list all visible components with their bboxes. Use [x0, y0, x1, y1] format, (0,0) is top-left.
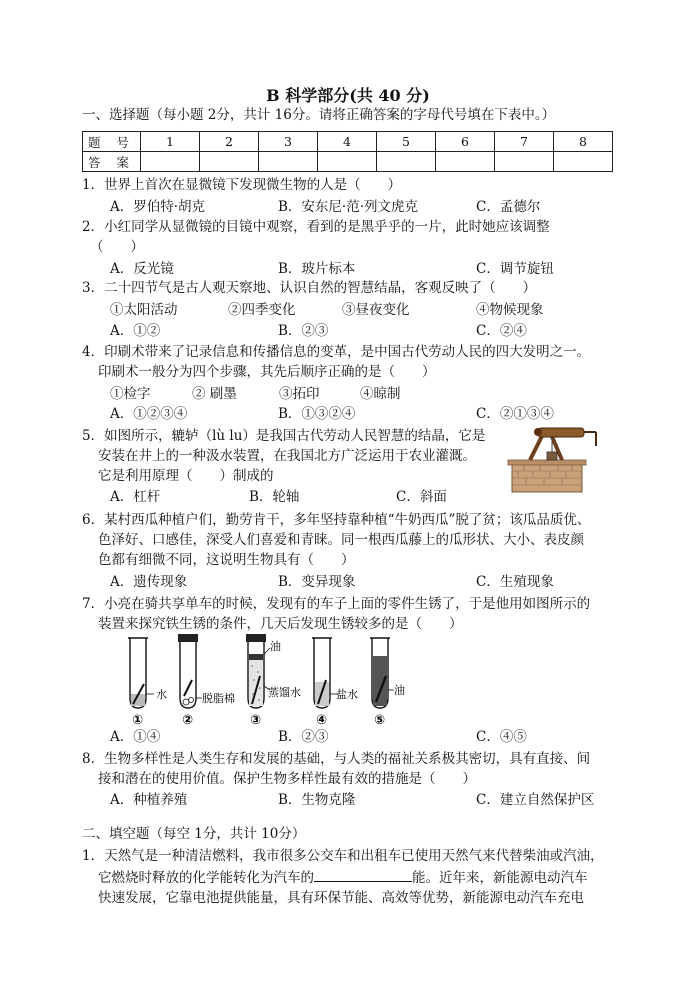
test-tube-figure [118, 632, 418, 726]
q7-stem: 7．小亮在骑共享单车的时候，发现有的车子上面的零件生锈了，于是他用如图所示的 [82, 596, 591, 612]
label-oil: 油 [270, 640, 281, 653]
q5-option-c: C．斜面 [396, 489, 447, 505]
q4-option-a: A．①②③④ [110, 406, 188, 422]
f1-blank[interactable] [314, 868, 412, 882]
q6-option-b: B．变异现象 [278, 574, 356, 590]
q5-stem-cont: 安装在井上的一种汲水装置，在我国北方广泛运用于农业灌溉。 [98, 448, 476, 464]
table-cell: 8 [554, 132, 613, 152]
q4-item: ④晾制 [360, 386, 401, 402]
q3-option-c: C．②④ [476, 323, 527, 339]
q3-item: ①太阳活动 [110, 302, 178, 318]
q4-item: ② 刷墨 [192, 386, 237, 402]
f1-line3: 快速发展，它靠电池提供能量，具有环保节能、高效等优势，新能源电动汽车充电 [98, 890, 584, 906]
section1-header: 一、选择题（每小题 2分，共计 16分。请将正确答案的字母代号填在下表中。） [82, 107, 556, 123]
answer-cell[interactable] [377, 152, 436, 172]
q1-option-c: C．孟德尔 [476, 199, 541, 215]
table-cell: 5 [377, 132, 436, 152]
q3-stem: 3．二十四节气是古人观天察地、认识自然的智慧结晶，客观反映了（ ） [82, 280, 537, 296]
page-title: B 科学部分(共 40 分) [266, 86, 430, 105]
table-cell: 4 [318, 132, 377, 152]
tube-number: ② [182, 713, 194, 726]
q2-option-c: C．调节旋钮 [476, 261, 554, 277]
q2-option-b: B．玻片标本 [278, 261, 356, 277]
q6-stem-cont: 色泽好、口感佳，深受人们喜爱和青睐。同一根西瓜藤上的瓜形状、大小、表皮颜 [98, 532, 584, 548]
q3-item: ③昼夜变化 [342, 302, 410, 318]
answer-cell[interactable] [436, 152, 495, 172]
label-oil-2: 油 [394, 684, 405, 697]
table-cell: 1 [141, 132, 200, 152]
tube-number: ④ [316, 713, 328, 726]
answer-cell[interactable] [141, 152, 200, 172]
answer-cell[interactable] [318, 152, 377, 172]
q8-stem: 8．生物多样性是人类生存和发展的基础，与人类的福祉关系极其密切，具有直接、间 [82, 751, 591, 767]
label-salt-water: 盐水 [336, 688, 358, 701]
q5-option-a: A．杠杆 [110, 489, 161, 505]
q1-stem: 1．世界上首次在显微镜下发现微生物的人是（ ） [82, 177, 402, 193]
q1-option-b: B．安东尼·范·列文虎克 [278, 199, 419, 215]
q3-option-a: A．①② [110, 323, 161, 339]
label-water: 水 [156, 688, 167, 701]
table-label-answer: 答 案 [83, 152, 141, 172]
label-distilled-water: 蒸馏水 [268, 686, 301, 699]
q8-option-a: A．种植养殖 [110, 792, 188, 808]
q4-stem-cont: 印刷术一般分为四个步骤，其先后顺序正确的是（ ） [98, 364, 436, 380]
q3-item: ④物候现象 [476, 302, 544, 318]
section2-header: 二、填空题（每空 1分，共计 10分） [82, 826, 306, 842]
q6-option-a: A．遗传现象 [110, 574, 188, 590]
q4-item: ③拓印 [279, 386, 320, 402]
q2-option-a: A．反光镜 [110, 261, 174, 277]
label-cotton: 脱脂棉 [202, 692, 235, 705]
q4-item: ①检字 [110, 386, 151, 402]
answer-table [82, 131, 613, 172]
q5-stem-cont2: 它是利用原理（ ）制成的 [98, 468, 274, 484]
answer-cell[interactable] [259, 152, 318, 172]
f1-line1: 1．天然气是一种清洁燃料，我市很多公交车和出租车已使用天然气来代替柴油或汽油， [82, 848, 604, 864]
answer-cell[interactable] [200, 152, 259, 172]
tube-number: ⑤ [374, 713, 386, 726]
q7-option-a: A．①④ [110, 729, 161, 745]
f1-line2-text: 它燃烧时释放的化学能转化为汽车的 [98, 870, 314, 886]
tube-number: ③ [250, 713, 262, 726]
q8-option-c: C．建立自然保护区 [476, 792, 595, 808]
q2-stem: 2．小红同学从显微镜的目镜中观察，看到的是黑乎乎的一片，此时她应该调整 [82, 219, 550, 235]
table-cell: 6 [436, 132, 495, 152]
q3-option-b: B．②③ [278, 323, 329, 339]
table-cell: 7 [495, 132, 554, 152]
q7-option-b: B．②③ [278, 729, 329, 745]
q4-stem: 4．印刷术带来了记录信息和传播信息的变革，是中国古代劳动人民的四大发明之一。 [82, 344, 591, 360]
answer-cell[interactable] [495, 152, 554, 172]
q3-item: ②四季变化 [228, 302, 296, 318]
f1-line2 [98, 868, 588, 887]
q7-option-c: C．④⑤ [476, 729, 527, 745]
tube-number: ① [132, 713, 144, 726]
q7-stem-cont: 装置来探究铁生锈的条件，几天后发现生锈较多的是（ ） [98, 616, 463, 632]
windlass-illustration [500, 424, 610, 496]
q8-option-b: B．生物克隆 [278, 792, 356, 808]
q4-option-b: B．①③②④ [278, 406, 356, 422]
q6-stem-cont2: 色都有细微不同，这说明生物具有（ ） [98, 552, 355, 568]
q4-option-c: C．②①③④ [476, 406, 554, 422]
q5-option-b: B．轮轴 [249, 489, 300, 505]
table-cell: 2 [200, 132, 259, 152]
q2-stem-cont: （ ） [90, 239, 144, 255]
q6-stem: 6．某村西瓜种植户们，勤劳肯干，多年坚持靠种植“牛奶西瓜”脱了贫；该瓜品质优、 [82, 512, 591, 528]
q1-option-a: A．罗伯特·胡克 [110, 199, 206, 215]
q6-option-c: C．生殖现象 [476, 574, 554, 590]
f1-line2-text-after: 能。近年来，新能源电动汽车 [412, 870, 588, 886]
q5-stem: 5．如图所示，辘轳（lù lu）是我国古代劳动人民智慧的结晶，它是 [82, 428, 486, 444]
answer-cell[interactable] [554, 152, 613, 172]
q8-stem-cont: 接和潜在的使用价值。保护生物多样性最有效的措施是（ ） [98, 771, 476, 787]
table-cell: 3 [259, 132, 318, 152]
table-label-number: 题 号 [83, 132, 141, 152]
